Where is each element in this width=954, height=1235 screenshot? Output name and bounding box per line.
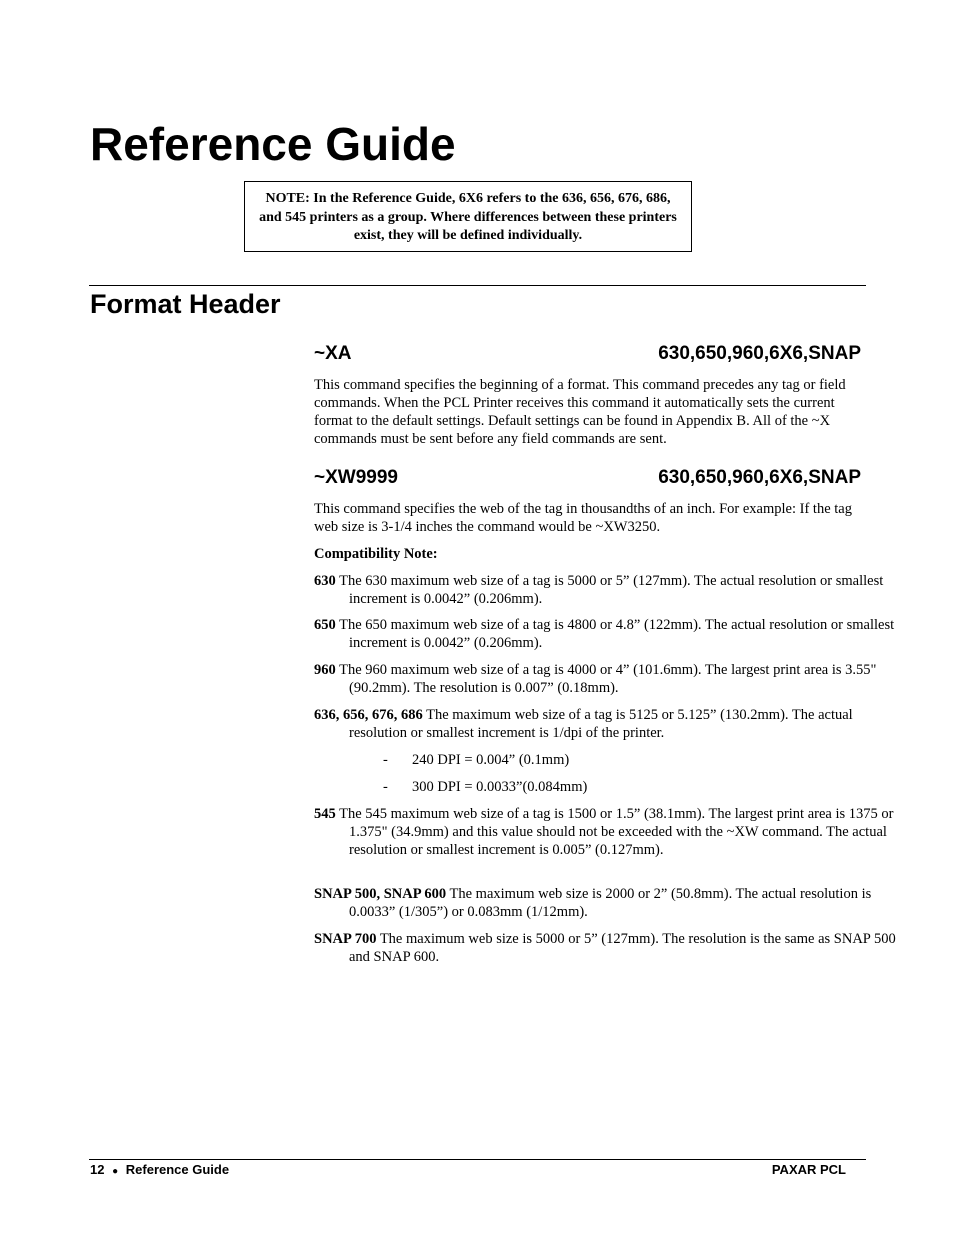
note-label: 636, 656, 676, 686 <box>314 707 423 723</box>
compat-note-snap-500-600 <box>314 885 901 921</box>
command-name: ~XA <box>314 343 352 364</box>
page-number: 12 <box>90 1162 105 1177</box>
note-text: The 630 maximum web size of a tag is 5000 or 5” (127mm). The actual resolution or smallest increment is 0.0042” (0.206mm). <box>335 573 884 607</box>
note-label: 630 <box>314 573 336 589</box>
bullet-dash: - <box>383 752 388 768</box>
note-text: The 545 maximum web size of a tag is 1500 or 1.5” (38.1mm). The largest print area is 1375 or 1.375" (34.9mm) and this value should not be exceeded with the ~XW command. The actual resolution or smallest increment is 0.005” (0.127mm). <box>335 806 894 858</box>
note-text: The maximum web size is 2000 or 2” (50.8mm). The actual resolution is 0.0033” (1/305”) or 0.083mm (1/12mm). <box>349 886 872 920</box>
footer-section: Reference Guide <box>125 1162 230 1177</box>
dpi-bullet <box>383 778 587 796</box>
compat-note-6x6 <box>314 706 901 742</box>
command-heading-xa <box>314 343 861 365</box>
note-label: SNAP 500, SNAP 600 <box>314 886 447 902</box>
note-box: NOTE: In the Reference Guide, 6X6 refers to the 636, 656, 676, 686, and 545 printers as a group. Where differences between these printers exist, they will be defined individually. <box>244 181 692 252</box>
compat-note-545 <box>314 805 901 859</box>
note-label: SNAP 700 <box>314 931 377 947</box>
command-compatibility: 630,650,960,6X6,SNAP <box>658 467 861 488</box>
compat-note-snap-700 <box>314 930 901 966</box>
note-label: 650 <box>314 617 336 633</box>
note-text: The maximum web size of a tag is 5125 or 5.125” (130.2mm). The actual resolution or smallest increment is 1/dpi of the printer. <box>349 707 853 741</box>
command-description-xw: This command specifies the web of the tag in thousandths of an inch. For example: If the tag web size is 3-1/4 inches the command would be ~XW3250. <box>314 501 852 535</box>
footer-product: PAXAR PCL <box>771 1162 846 1177</box>
compat-note-650 <box>314 616 901 652</box>
bullet-dash: - <box>383 779 388 795</box>
page-title: Reference Guide <box>90 118 456 170</box>
compatibility-note-label: Compatibility Note: <box>314 546 438 562</box>
note-text: The 650 maximum web size of a tag is 4800 or 4.8” (122mm). The actual resolution or smallest increment is 0.0042” (0.206mm). <box>335 617 895 651</box>
bullet-separator: ● <box>112 1166 119 1177</box>
note-label: 960 <box>314 662 336 678</box>
compat-note-960 <box>314 661 901 697</box>
section-divider <box>89 285 866 286</box>
bullet-text: 240 DPI = 0.004” (0.1mm) <box>412 752 570 768</box>
dpi-bullet <box>383 751 569 769</box>
footer-divider <box>89 1159 866 1160</box>
compat-note-630 <box>314 572 901 608</box>
note-text: The maximum web size is 5000 or 5” (127mm). The resolution is the same as SNAP 500 and SNAP 600. <box>349 931 896 965</box>
command-name: ~XW9999 <box>314 467 398 488</box>
note-text: The 960 maximum web size of a tag is 4000 or 4” (101.6mm). The largest print area is 3.55" (90.2mm). The resolution is 0.007” (0.18mm). <box>335 662 877 696</box>
note-label: 545 <box>314 806 336 822</box>
section-title: Format Header <box>90 289 281 319</box>
command-heading-xw <box>314 467 861 489</box>
footer-left <box>90 1162 229 1180</box>
bullet-text: 300 DPI = 0.0033”(0.084mm) <box>412 779 588 795</box>
command-description-xa: This command specifies the beginning of a format. This command precedes any tag or field commands. When the PCL Printer receives this command it automatically sets the current format to the default settings. Default settings can be found in Appendix B. All of the ~X commands must be sent before any field commands are sent. <box>314 377 846 447</box>
command-compatibility: 630,650,960,6X6,SNAP <box>658 343 861 364</box>
